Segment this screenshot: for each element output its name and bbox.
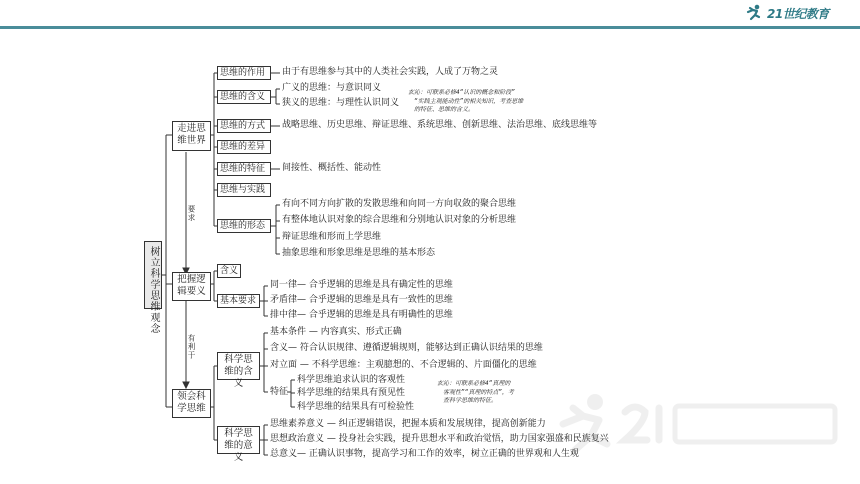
brand-logo-text: 21世纪教育: [767, 6, 829, 21]
text-sig-1: 思维素养意义 — 纠正逻辑错误，把握本质和发展规律，提高创新能力: [270, 419, 546, 429]
note-2-line-3: 查科学思维的特征。: [443, 397, 498, 404]
text-ways-desc: 战略思维、历史思维、辩证思维、系统思维、创新思维、法治思维、底线思维等: [282, 120, 598, 130]
node-scientific-meaning: 科学思维的含义: [217, 352, 260, 380]
section-explore-thinking: 走进思维世界: [172, 121, 211, 151]
text-feature-desc: 间接性、概括性、能动性: [282, 163, 382, 173]
note-2-line-1: 玄沁：可联系必修4“真理的: [437, 380, 511, 387]
section-scientific-thinking: 领会科学思维: [172, 389, 211, 418]
node-forms: 思维的形态: [217, 219, 271, 233]
note-2-line-2: 客观性”“真理的特点”，考: [443, 388, 514, 396]
note-2: [437, 380, 514, 406]
text-sci-feature-2: 科学思维的结果具有预见性: [297, 388, 406, 398]
link-label-requirement: 要求: [187, 205, 196, 222]
node-diff: 思维的差异: [217, 140, 271, 154]
text-form-4: 抽象思维和形象思维是思维的基本形态: [282, 248, 436, 258]
node-practice: 思维与实践: [217, 183, 271, 197]
text-meaning-narrow: 狭义的思维：与理性认识同义: [282, 98, 400, 108]
note-1-line-1: 玄沁：可联系必修4“认识的概念和阶段”: [408, 89, 515, 96]
node-ways: 思维的方式: [217, 119, 271, 133]
node-meaning: 思维的含义: [217, 90, 271, 104]
node-basic-requirements: 基本要求: [217, 294, 260, 308]
text-role-desc: 由于有思维参与其中的人类社会实践，人成了万物之灵: [282, 67, 499, 77]
text-sig-3: 总意义— 正确认识事物，提高学习和工作的效率，树立正确的世界观和人生观: [270, 449, 579, 459]
text-form-2: 有整体地认识对象的综合思维和分别地认识对象的分析思维: [282, 215, 517, 225]
text-sci-feature-1: 科学思维追求认识的客观性: [297, 375, 406, 385]
section-logic: 把握逻辑要义: [172, 272, 211, 301]
node-role: 思维的作用: [217, 66, 271, 80]
watermark-logo-icon: [555, 392, 845, 452]
root-node: 树立科学思维观念: [144, 241, 162, 309]
text-req-3: 排中律— 合乎逻辑的思维是具有明确性的思维: [270, 310, 453, 320]
node-scientific-significance: 科学思维的意义: [217, 426, 260, 454]
text-req-1: 同一律— 合乎逻辑的思维是具有确定性的思维: [270, 280, 453, 290]
text-opposite: 对立面 — 不科学思维：主观臆想的、不合逻辑的、片面僵化的思维: [270, 360, 537, 370]
text-definition: 含义— 符合认识规律、遵循逻辑规则，能够达到正确认识结果的思维: [270, 343, 543, 353]
text-form-3: 辩证思维和形而上学思维: [282, 232, 382, 242]
text-sci-feature-3: 科学思维的结果具有可检验性: [297, 402, 415, 412]
link-label-beneficial: 有利于: [187, 334, 196, 360]
text-sig-2: 思想政治意义 — 投身社会实践，提升思想水平和政治觉悟，助力国家强盛和民族复兴: [270, 434, 609, 444]
note-1-line-2: “实践主观能动性”的相关知识，考查思维: [414, 97, 524, 105]
text-req-2: 矛盾律— 合乎逻辑的思维是具有一致性的思维: [270, 295, 453, 305]
note-1-line-3: 的特征、思维的含义。: [414, 106, 475, 113]
node-feature: 思维的特征: [217, 162, 271, 176]
node-logic-meaning: 含义: [217, 264, 241, 278]
note-1: [408, 89, 523, 115]
text-feature-label: 特征: [270, 387, 289, 397]
text-condition: 基本条件 — 内容真实、形式正确: [270, 327, 402, 337]
text-form-1: 有向不同方向扩散的发散思维和向同一方向収敛的聚合思维: [282, 199, 517, 209]
text-meaning-broad: 广义的思维：与意识同义: [282, 83, 382, 93]
